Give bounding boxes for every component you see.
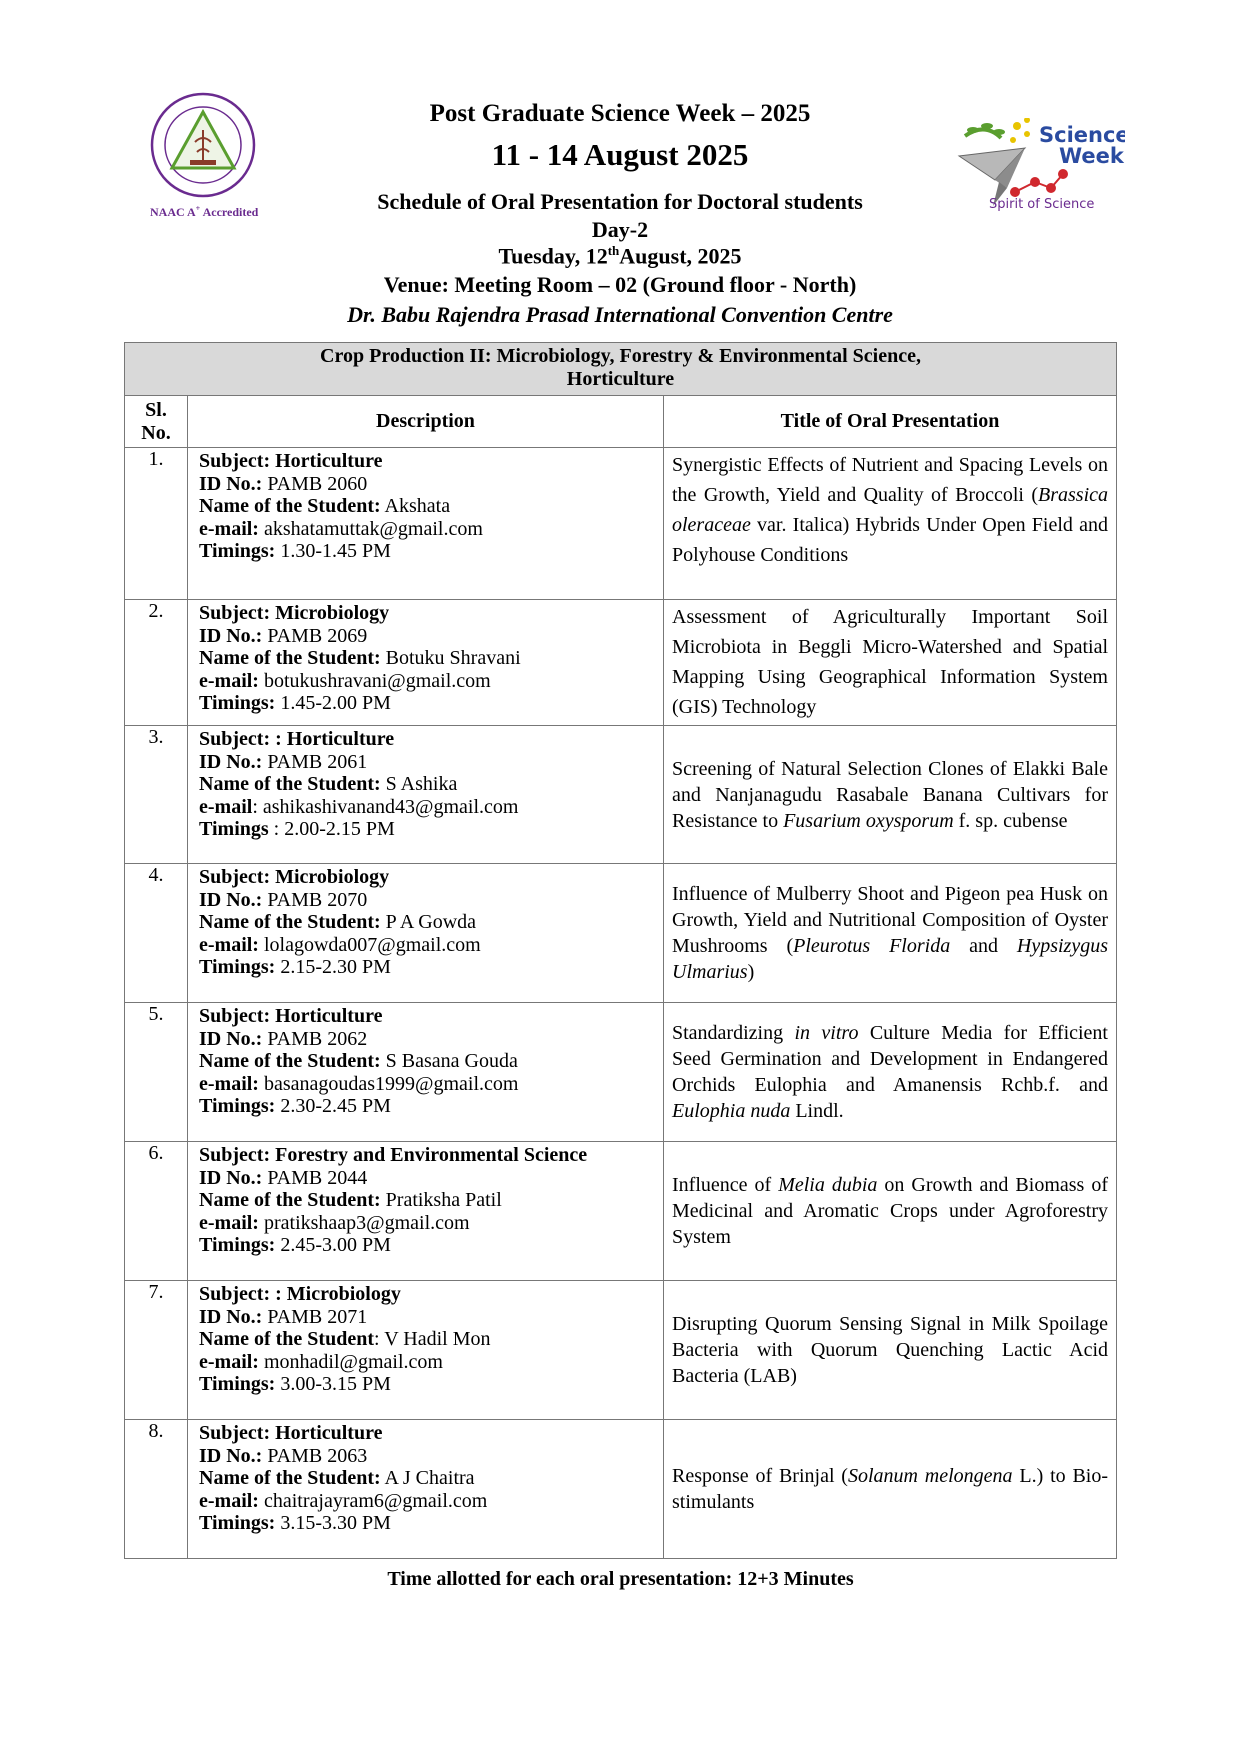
- row-description: Subject: Microbiology ID No.: PAMB 2070 Name of the Student: P A Gowda e-mail: lolagowda007@gmail.com Timings: 2.15-2.30 PM: [188, 864, 664, 1003]
- row-sl: 1.: [125, 448, 188, 600]
- col-description-header: Description: [188, 396, 664, 448]
- row-sl: 7.: [125, 1281, 188, 1420]
- university-seal-logo: [150, 92, 256, 198]
- row-sl: 3.: [125, 726, 188, 864]
- table-row: [125, 448, 1117, 600]
- row-title: Synergistic Effects of Nutrient and Spacing Levels on the Growth, Yield and Quality of Broccoli (Brassica oleraceae var. Italica) Hybrids Under Open Field and Polyhouse Conditions: [664, 448, 1117, 600]
- table-row: [125, 864, 1117, 1003]
- table-row: [125, 726, 1117, 864]
- table-row: [125, 600, 1117, 726]
- column-header-row: [125, 396, 1117, 448]
- row-sl: 4.: [125, 864, 188, 1003]
- date-line: Tuesday, 12thAugust, 2025: [498, 243, 742, 269]
- science-week-logo: [955, 118, 1125, 216]
- row-description: Subject: Horticulture ID No.: PAMB 2063 Name of the Student: A J Chaitra e-mail: chaitrajayram6@gmail.com Timings: 3.15-3.30 PM: [188, 1420, 664, 1559]
- row-title: Influence of Melia dubia on Growth and Biomass of Medicinal and Aromatic Crops under Agroforestry System: [664, 1142, 1117, 1281]
- row-title: Disrupting Quorum Sensing Signal in Milk Spoilage Bacteria with Quorum Quenching Lactic Acid Bacteria (LAB): [664, 1281, 1117, 1420]
- schedule-table: [124, 342, 1117, 1559]
- table-row: [125, 1142, 1117, 1281]
- col-sl-header: Sl. No.: [125, 396, 188, 448]
- footer-note: Time allotted for each oral presentation: 12+3 Minutes: [387, 1568, 854, 1590]
- centre-line: Dr. Babu Rajendra Prasad International Convention Centre: [347, 302, 893, 327]
- row-description: Subject: Microbiology ID No.: PAMB 2069 Name of the Student: Botuku Shravani e-mail: botukushravani@gmail.com Timings: 1.45-2.00 PM: [188, 600, 664, 726]
- row-title: Response of Brinjal (Solanum melongena L.) to Bio-stimulants: [664, 1420, 1117, 1559]
- table-row: [125, 1281, 1117, 1420]
- row-description: Subject: : Microbiology ID No.: PAMB 2071 Name of the Student: V Hadil Mon e-mail: monhadil@gmail.com Timings: 3.00-3.15 PM: [188, 1281, 664, 1420]
- row-title: Standardizing in vitro Culture Media for Efficient Seed Germination and Development in Endangered Orchids Eulophia and Amanensis Rchb.f. and Eulophia nuda Lindl.: [664, 1003, 1117, 1142]
- naac-accreditation: NAAC A+ Accredited: [150, 204, 259, 219]
- row-title: Screening of Natural Selection Clones of Elakki Bale and Nanjanagudu Rasabale Banana Cultivars for Resistance to Fusarium oxysporum f. sp. cubense: [664, 726, 1117, 864]
- row-sl: 5.: [125, 1003, 188, 1142]
- day-label: Day-2: [591, 217, 649, 242]
- row-sl: 8.: [125, 1420, 188, 1559]
- logo-tagline: Spirit of Science: [989, 197, 1095, 212]
- event-title: Post Graduate Science Week – 2025: [429, 100, 811, 127]
- schedule-title: Schedule of Oral Presentation for Doctoral students: [377, 189, 863, 214]
- section-heading: Crop Production II: Microbiology, Forestry & Environmental Science, Horticulture: [125, 343, 1117, 396]
- row-description: Subject: Horticulture ID No.: PAMB 2060 Name of the Student: Akshata e-mail: akshatamuttak@gmail.com Timings: 1.30-1.45 PM: [188, 448, 664, 600]
- row-sl: 2.: [125, 600, 188, 726]
- table-row: [125, 1420, 1117, 1559]
- logo-week-text: Week: [1059, 144, 1124, 168]
- table-row: [125, 1003, 1117, 1142]
- row-title: Influence of Mulberry Shoot and Pigeon pea Husk on Growth, Yield and Nutritional Composition of Oyster Mushrooms (Pleurotus Florida and Hypsizygus Ulmarius): [664, 864, 1117, 1003]
- event-dates: 11 - 14 August 2025: [491, 137, 749, 172]
- logo-science-text: Science: [1039, 123, 1125, 147]
- row-title: Assessment of Agriculturally Important Soil Microbiota in Beggli Micro-Watershed and Spatial Mapping Using Geographical Information System (GIS) Technology: [664, 600, 1117, 726]
- col-title-header: Title of Oral Presentation: [664, 396, 1117, 448]
- venue-line: Venue: Meeting Room – 02 (Ground floor - North): [383, 272, 857, 297]
- row-description: Subject: Horticulture ID No.: PAMB 2062 Name of the Student: S Basana Gouda e-mail: basanagoudas1999@gmail.com Timings: 2.30-2.45 PM: [188, 1003, 664, 1142]
- row-sl: 6.: [125, 1142, 188, 1281]
- row-description: Subject: : Horticulture ID No.: PAMB 2061 Name of the Student: S Ashika e-mail: ashikashivanand43@gmail.com Timings : 2.00-2.15 PM: [188, 726, 664, 864]
- row-description: Subject: Forestry and Environmental Science ID No.: PAMB 2044 Name of the Student: Pratiksha Patil e-mail: pratikshaap3@gmail.com Timings: 2.45-3.00 PM: [188, 1142, 664, 1281]
